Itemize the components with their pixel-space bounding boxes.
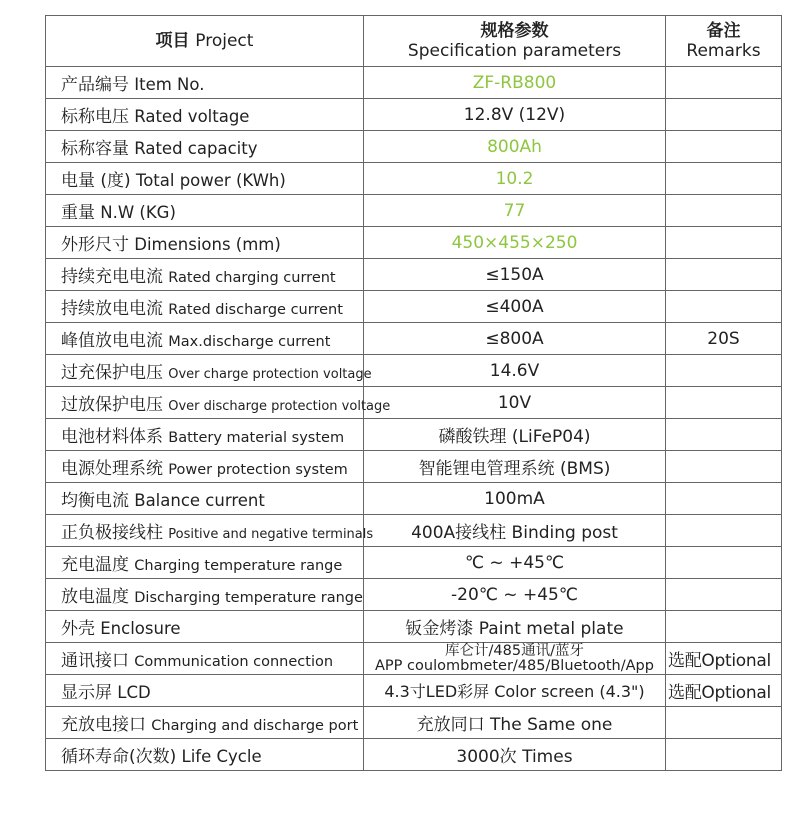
remark-cell bbox=[666, 291, 782, 323]
item-cell bbox=[46, 707, 364, 739]
item-cell bbox=[46, 259, 364, 291]
item-cell bbox=[46, 579, 364, 611]
table-row bbox=[46, 355, 782, 387]
item-cell bbox=[46, 67, 364, 99]
spec-value: 12.8V (12V) bbox=[364, 99, 666, 131]
spec-value: -20℃ ~ +45℃ bbox=[364, 579, 666, 611]
remark-cell bbox=[666, 259, 782, 291]
item-cell bbox=[46, 611, 364, 643]
spec-value: 充放同口 The Same one bbox=[364, 707, 666, 739]
item-cn: 重量 bbox=[61, 203, 95, 223]
item-cn: 循环寿命(次数) bbox=[61, 747, 177, 767]
item-en: Discharging temperature range bbox=[134, 590, 363, 606]
item-cell bbox=[46, 419, 364, 451]
item-cn: 标称容量 bbox=[61, 139, 129, 159]
table-row bbox=[46, 259, 782, 291]
item-cn: 标称电压 bbox=[61, 107, 129, 127]
spec-value: 77 bbox=[364, 195, 666, 227]
item-cn: 外形尺寸 bbox=[61, 235, 129, 255]
remark-cell: 选配Optional bbox=[666, 675, 782, 707]
table-row bbox=[46, 419, 782, 451]
item-cn: 过充保护电压 bbox=[61, 363, 163, 383]
item-cell bbox=[46, 99, 364, 131]
header-spec-en: Specification parameters bbox=[407, 41, 622, 61]
table-row bbox=[46, 675, 782, 707]
remark-cell bbox=[666, 131, 782, 163]
remark-cell bbox=[666, 611, 782, 643]
item-cell bbox=[46, 387, 391, 419]
item-en: Max.discharge current bbox=[168, 334, 331, 350]
spec-value: 14.6V bbox=[364, 355, 666, 387]
item-en: LCD bbox=[117, 683, 151, 702]
spec-value: ZF-RB800 bbox=[364, 67, 666, 99]
item-cell bbox=[46, 355, 372, 387]
remark-cell bbox=[666, 227, 782, 259]
table-row bbox=[46, 643, 782, 675]
item-cell bbox=[46, 163, 364, 195]
remark-cell bbox=[666, 67, 782, 99]
item-en: Life Cycle bbox=[181, 747, 262, 766]
item-cell bbox=[46, 131, 364, 163]
table-row bbox=[46, 291, 782, 323]
item-en: Charging temperature range bbox=[134, 558, 343, 574]
remark-cell bbox=[666, 707, 782, 739]
item-en: Rated capacity bbox=[134, 139, 258, 158]
item-en: Communication connection bbox=[134, 654, 334, 670]
table-row bbox=[46, 131, 782, 163]
remark-cell bbox=[666, 99, 782, 131]
item-en: Rated charging current bbox=[168, 270, 336, 286]
item-en: Over charge protection voltage bbox=[168, 367, 372, 382]
item-cell bbox=[46, 227, 364, 259]
table-row bbox=[46, 707, 782, 739]
spec-value: ≤800A bbox=[364, 323, 666, 355]
item-cn: 电量 (度) bbox=[61, 171, 131, 191]
item-cn: 过放保护电压 bbox=[61, 395, 163, 415]
item-cell bbox=[46, 547, 364, 579]
table-row bbox=[46, 195, 782, 227]
table-row bbox=[46, 99, 782, 131]
spec-value: 钣金烤漆 Paint metal plate bbox=[364, 611, 666, 643]
remark-cell bbox=[666, 483, 782, 515]
item-cell bbox=[46, 739, 364, 771]
item-en: Enclosure bbox=[100, 619, 181, 638]
table-row bbox=[46, 227, 782, 259]
remark-cell bbox=[666, 419, 782, 451]
item-en: Over discharge protection voltage bbox=[168, 399, 391, 414]
table-header-row bbox=[46, 16, 782, 67]
table-row bbox=[46, 67, 782, 99]
item-cn: 持续充电电流 bbox=[61, 267, 163, 287]
item-cn: 外壳 bbox=[61, 619, 95, 639]
table-row bbox=[46, 611, 782, 643]
spec-value: 450×455×250 bbox=[364, 227, 666, 259]
spec-value: 10.2 bbox=[364, 163, 666, 195]
spec-value: 磷酸铁理 (LiFeP04) bbox=[364, 419, 666, 451]
item-cell bbox=[46, 643, 364, 675]
item-cn: 电池材料体系 bbox=[61, 427, 163, 447]
remark-cell: 选配Optional bbox=[666, 643, 782, 675]
item-cell bbox=[46, 195, 364, 227]
item-cn: 峰值放电电流 bbox=[61, 331, 163, 351]
spec-value: 100mA bbox=[364, 483, 666, 515]
header-spec bbox=[364, 16, 666, 67]
header-remarks-cn: 备注 bbox=[706, 21, 741, 41]
remark-cell bbox=[666, 163, 782, 195]
table-row bbox=[46, 323, 782, 355]
item-cn: 充电温度 bbox=[61, 555, 129, 575]
table-row bbox=[46, 451, 782, 483]
item-cn: 电源处理系统 bbox=[61, 459, 163, 479]
remark-cell bbox=[666, 451, 782, 483]
table-row bbox=[46, 515, 782, 547]
item-cell bbox=[46, 515, 374, 547]
remark-cell bbox=[666, 515, 782, 547]
item-cn: 通讯接口 bbox=[61, 651, 129, 671]
item-cn: 持续放电电流 bbox=[61, 299, 163, 319]
spec-value: 10V bbox=[364, 387, 666, 419]
table-row bbox=[46, 579, 782, 611]
table-row bbox=[46, 387, 782, 419]
item-cn: 显示屏 bbox=[61, 683, 112, 703]
spec-value: 3000次 Times bbox=[364, 739, 666, 771]
header-spec-cn: 规格参数 bbox=[480, 21, 549, 41]
spec-value: 4.3寸LED彩屏 Color screen (4.3") bbox=[364, 675, 666, 707]
spec-value: 智能锂电管理系统 (BMS) bbox=[364, 451, 666, 483]
item-cn: 正负极接线柱 bbox=[61, 523, 163, 543]
item-en: Balance current bbox=[134, 491, 265, 510]
item-en: Item No. bbox=[134, 75, 205, 94]
item-en: Rated discharge current bbox=[168, 302, 343, 318]
remark-cell bbox=[666, 739, 782, 771]
header-remarks-en: Remarks bbox=[686, 41, 761, 61]
spec-value-line1: 库仑计/485通讯/蓝牙 bbox=[445, 642, 584, 659]
remark-cell: 20S bbox=[666, 323, 782, 355]
header-project bbox=[46, 16, 364, 67]
spec-value-line2: APP coulombmeter/485/Bluetooth/App bbox=[375, 657, 654, 674]
header-project-cn: 项目 bbox=[155, 31, 190, 51]
remark-cell bbox=[666, 387, 782, 419]
item-en: Power protection system bbox=[168, 462, 348, 478]
spec-value-two-line bbox=[364, 643, 666, 675]
item-en: Total power (KWh) bbox=[135, 171, 286, 190]
remark-cell bbox=[666, 547, 782, 579]
item-en: Rated voltage bbox=[134, 107, 250, 126]
item-cell bbox=[46, 291, 364, 323]
item-cn: 均衡电流 bbox=[61, 491, 129, 511]
item-en: N.W (KG) bbox=[100, 203, 176, 222]
remark-cell bbox=[666, 355, 782, 387]
header-remarks bbox=[666, 16, 782, 67]
table-row bbox=[46, 483, 782, 515]
table-row bbox=[46, 739, 782, 771]
item-en: Charging and discharge port bbox=[151, 718, 359, 734]
remark-cell bbox=[666, 195, 782, 227]
item-cn: 放电温度 bbox=[61, 587, 129, 607]
table-row bbox=[46, 163, 782, 195]
item-cell bbox=[46, 675, 364, 707]
remark-cell bbox=[666, 579, 782, 611]
spec-value: ≤150A bbox=[364, 259, 666, 291]
item-cell bbox=[46, 483, 364, 515]
header-project-en: Project bbox=[195, 31, 254, 51]
spec-value: ℃ ~ +45℃ bbox=[364, 547, 666, 579]
spec-value: 400A接线柱 Binding post bbox=[364, 515, 666, 547]
item-en: Battery material system bbox=[168, 430, 345, 446]
specification-table bbox=[45, 15, 782, 771]
item-cn: 产品编号 bbox=[61, 75, 129, 95]
item-cell bbox=[46, 323, 364, 355]
spec-value: ≤400A bbox=[364, 291, 666, 323]
spec-value: 800Ah bbox=[364, 131, 666, 163]
item-en: Dimensions (mm) bbox=[134, 235, 281, 254]
item-cell bbox=[46, 451, 364, 483]
table-row bbox=[46, 547, 782, 579]
item-cn: 充放电接口 bbox=[61, 715, 146, 735]
item-en: Positive and negative terminals bbox=[168, 527, 374, 542]
